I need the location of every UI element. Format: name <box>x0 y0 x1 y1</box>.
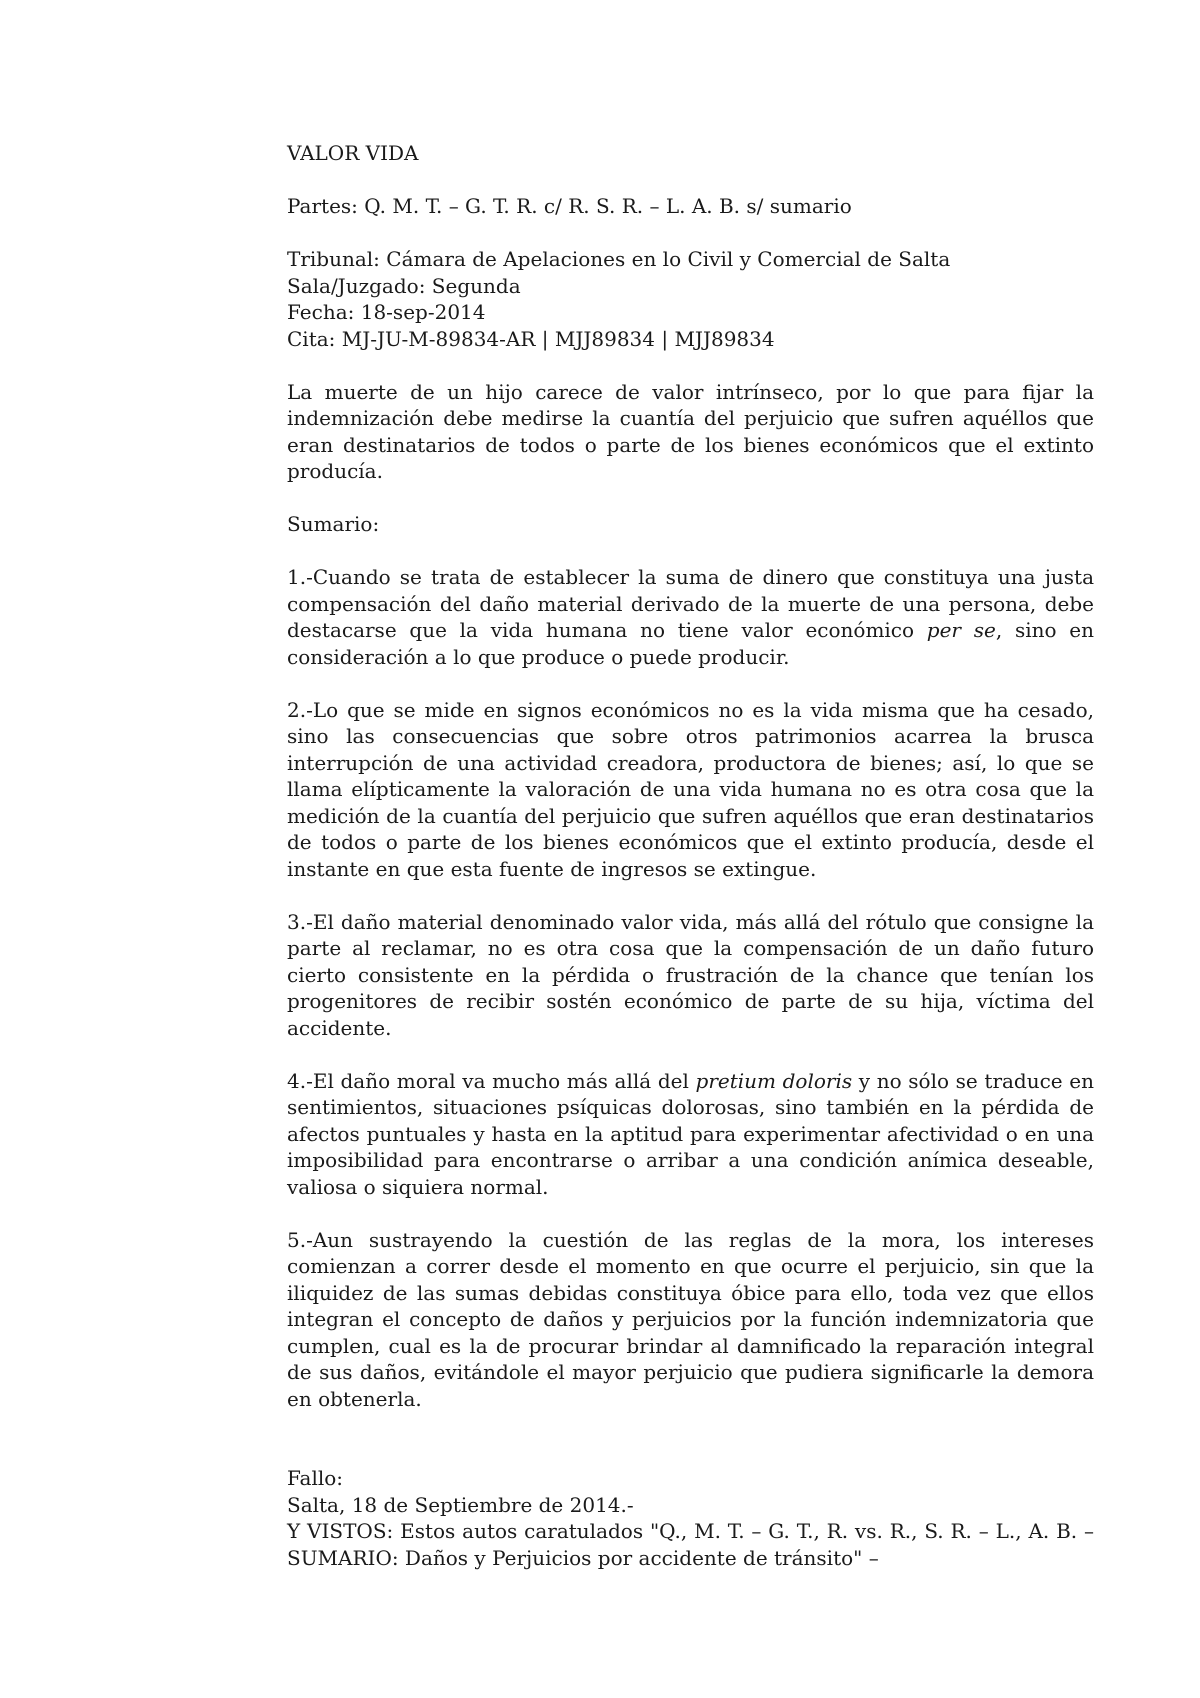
sumario-item-5: 5.-Aun sustrayendo la cuestión de las reglas de la mora, los intereses comienzan a correr desde el momento en que ocurre el perjuicio, sin que la iliquidez de las sumas debidas constituya óbice para ello, toda vez que ellos integran el concepto de daños y perjuicios por la función indemnizatoria que cumplen, cual es la de procurar brindar al damnificado la reparación integral de sus daños, evitándole el mayor perjuicio que pudiera significarle la demora en obtenerla. <box>287 1227 1094 1411</box>
tribunal-line: Tribunal: Cámara de Apelaciones en lo Civil y Comercial de Salta <box>287 247 951 271</box>
item-4-italic: pretium doloris <box>695 1068 853 1093</box>
item-4-text-end: y no sólo se traduce en sentimientos, situaciones psíquicas dolorosas, sino también en la pérdida de afectos puntuales y hasta en la aptitud para experimentar afectividad o en una imposibilidad para encontrarse o arribar a una condición anímica deseable, valiosa o siquiera normal. <box>287 1068 1095 1199</box>
fallo-vistos: Y VISTOS: Estos autos caratulados "Q., M. T. – G. T., R. vs. R., S. R. – L., A. B. – SUMARIO: Daños y Perjuicios por accidente de tránsito" – <box>287 1519 1094 1570</box>
item-1-text-end: , sino en consideración a lo que produce o puede producir. <box>287 618 1094 669</box>
item-1-text: 1.-Cuando se trata de establecer la suma de dinero que constituya una justa compensación del daño material derivado de la muerte de una persona, debe destacarse que la vida humana no tiene valor económico <box>287 565 1094 642</box>
item-1-italic: per se <box>926 618 996 642</box>
sumario-heading: Sumario: <box>287 512 380 536</box>
fecha-line: Fecha: 18-sep-2014 <box>287 300 486 324</box>
fallo-place-date: Salta, 18 de Septiembre de 2014.- <box>287 1492 634 1517</box>
sumario-item-4 <box>287 1068 1094 1201</box>
partes-line: Partes: Q. M. T. – G. T. R. c/ R. S. R. – L. A. B. s/ sumario <box>287 194 852 218</box>
sumario-item-3: 3.-El daño material denominado valor vida, más allá del rótulo que consigne la parte al reclamar, no es otra cosa que la compensación de un daño futuro cierto consistente en la pérdida o frustración de la chance que tenían los progenitores de recibir sostén económico de parte de su hija, víctima del accidente. <box>287 909 1094 1040</box>
document-title: VALOR VIDA <box>287 141 419 165</box>
sumario-item-2: 2.-Lo que se mide en signos económicos no es la vida misma que ha cesado, sino las consecuencias que sobre otros patrimonios acarrea la brusca interrupción de una actividad creadora, productora de bienes; así, lo que se llama elípticamente la valoración de una vida humana no es otra cosa que la medición de la cuantía del perjuicio que sufren aquéllos que eran destinatarios de todos o parte de los bienes económicos que el extinto producía, desde el instante en que esta fuente de ingresos se extingue. <box>287 697 1094 881</box>
abstract-paragraph: La muerte de un hijo carece de valor intrínseco, por lo que para fijar la indemnización debe medirse la cuantía del perjuicio que sufren aquéllos que eran destinatarios de todos o parte de los bienes económicos que el extinto producía. <box>287 379 1094 483</box>
sala-line: Sala/Juzgado: Segunda <box>287 273 521 298</box>
document-body <box>287 140 1094 1571</box>
fallo-heading: Fallo: <box>287 1466 344 1490</box>
item-4-text: 4.-El daño moral va mucho más allá del <box>287 1068 696 1093</box>
sumario-item-1 <box>287 564 1094 670</box>
cita-line: Cita: MJ-JU-M-89834-AR | MJJ89834 | MJJ89834 <box>287 326 775 351</box>
